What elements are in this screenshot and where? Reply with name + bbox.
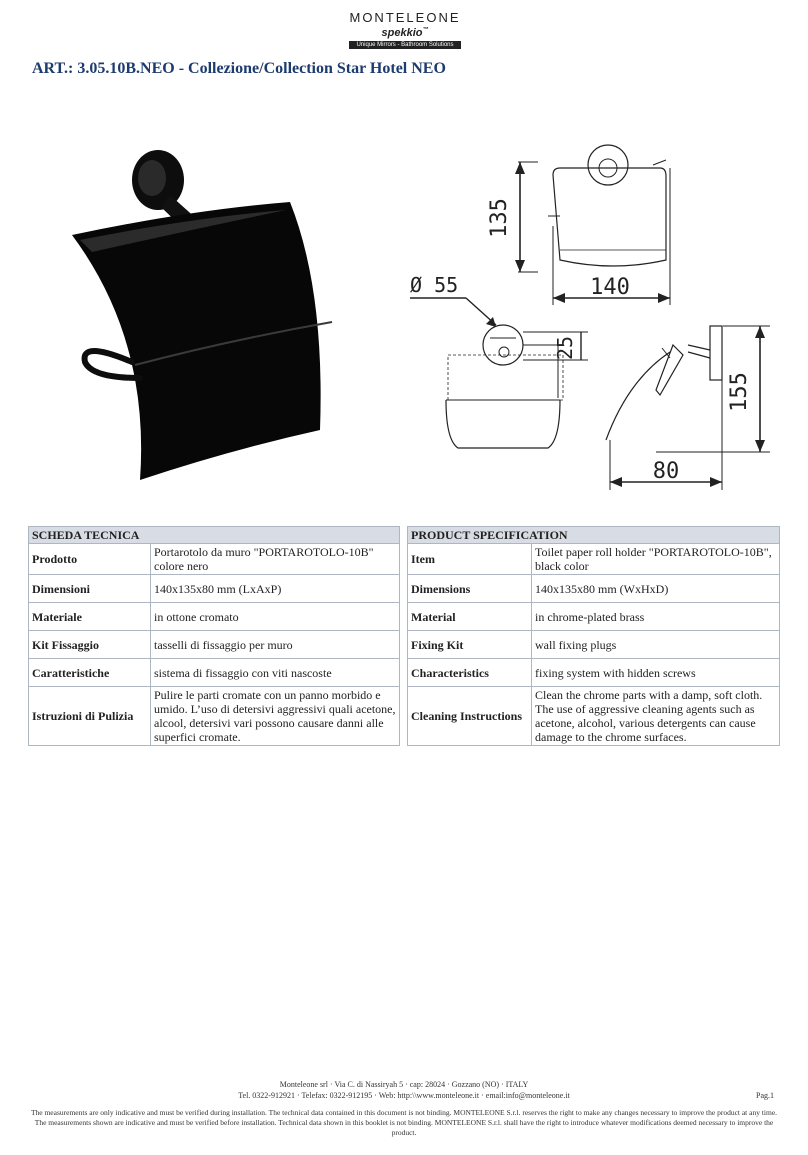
dimension-top-depth-label: 25 (553, 335, 577, 361)
dimension-top-diameter (410, 273, 496, 327)
row-value: Clean the chrome parts with a damp, soft cloth. The use of aggressive cleaning agents such as acetone, alcohol, various detergents can cause damage to the chrome surfaces. (532, 687, 780, 746)
row-label: Material (408, 603, 532, 631)
page-title: ART.: 3.05.10B.NEO - Collezione/Collection Star Hotel NEO (32, 60, 446, 77)
row-value: 140x135x80 mm (WxHxD) (532, 575, 780, 603)
row-label: Kit Fissaggio (29, 631, 151, 659)
row-label: Item (408, 544, 532, 575)
dimension-top-diameter-label: Ø 55 (410, 273, 459, 297)
table-row (29, 575, 400, 603)
row-label: Characteristics (408, 659, 532, 687)
product-specification-table (407, 526, 780, 746)
table-row (29, 631, 400, 659)
row-label: Dimensions (408, 575, 532, 603)
side-view (606, 326, 722, 440)
table-heading: SCHEDA TECNICA (29, 527, 400, 544)
row-value: wall fixing plugs (532, 631, 780, 659)
footer-disclaimer: The measurements are only indicative and must be verified during installation. The technical data contained in this document is not binding. MONTELEONE S.r.l. reserves the right to make any changes necessary to improve the product at any time. The measurements shown are indicative and must be verified before installation. Technical data shown in this booklet is not binding. MONTELEONE S.r.l. shall have the right to introduce whatever modifications deemed necessary to improve the product. (30, 1108, 778, 1137)
rosette-highlight (138, 160, 166, 196)
row-value: in ottone cromato (151, 603, 400, 631)
dimension-front-width (553, 168, 670, 305)
footer-address: Monteleone srl · Via C. di Nassiryah 5 · cap: 28024 · Gozzano (NO) · ITALY (279, 1080, 529, 1089)
row-label: Materiale (29, 603, 151, 631)
page-number: Pag.1 (756, 1091, 774, 1100)
trademark-symbol: ™ (422, 27, 429, 33)
row-value: Portarotolo da muro "PORTAROTOLO-10B" colore nero (151, 544, 400, 575)
scheda-tecnica-table (28, 526, 400, 746)
brand-tagline: Unique Mirrors - Bathroom Solutions (349, 41, 461, 49)
dimension-front-height (487, 162, 538, 272)
top-view (446, 325, 563, 448)
row-label: Istruzioni di Pulizia (29, 687, 151, 746)
dimension-side-depth-label: 80 (652, 459, 680, 484)
table-heading: PRODUCT SPECIFICATION (408, 527, 780, 544)
table-row (29, 659, 400, 687)
row-label: Caratteristiche (29, 659, 151, 687)
row-value: Toilet paper roll holder "PORTAROTOLO-10B", black color (532, 544, 780, 575)
dimension-side-height-label: 155 (727, 372, 752, 412)
row-label: Dimensioni (29, 575, 151, 603)
sub-brand-name: spekkio (381, 27, 423, 39)
row-label: Cleaning Instructions (408, 687, 532, 746)
front-view (548, 145, 666, 266)
row-value: in chrome-plated brass (532, 603, 780, 631)
table-row (29, 603, 400, 631)
row-value: Pulire le parti cromate con un panno morbido e umido. L’uso di detersivi aggressivi quali acetone, alcool, detersivi vari possono causare danni alle superfici cromate. (151, 687, 400, 746)
brand-name: MONTELEONE (349, 10, 461, 25)
table-row (408, 687, 780, 746)
row-value: sistema di fissaggio con viti nascoste (151, 659, 400, 687)
table-row (408, 575, 780, 603)
row-value: 140x135x80 mm (LxAxP) (151, 575, 400, 603)
row-value: fixing system with hidden screws (532, 659, 780, 687)
table-header-row (29, 527, 400, 544)
dimension-front-width-label: 140 (590, 275, 630, 300)
product-photo (40, 140, 370, 500)
table-row (29, 544, 400, 575)
table-row (408, 603, 780, 631)
table-row (29, 687, 400, 746)
table-row (408, 659, 780, 687)
dimension-top-depth (523, 332, 588, 360)
sub-brand (330, 27, 480, 39)
table-header-row (408, 527, 780, 544)
table-row (408, 544, 780, 575)
footer-contacts: Tel. 0322-912921 · Telefax: 0322-912195 · Web: http:\\www.monteleone.it · email:info@monteleone.it (238, 1091, 570, 1100)
row-label: Fixing Kit (408, 631, 532, 659)
row-value: tasselli di fissaggio per muro (151, 631, 400, 659)
technical-drawing (398, 140, 798, 510)
row-label: Prodotto (29, 544, 151, 575)
company-logo (330, 10, 480, 49)
table-row (408, 631, 780, 659)
dimension-front-height-label: 135 (487, 198, 512, 238)
